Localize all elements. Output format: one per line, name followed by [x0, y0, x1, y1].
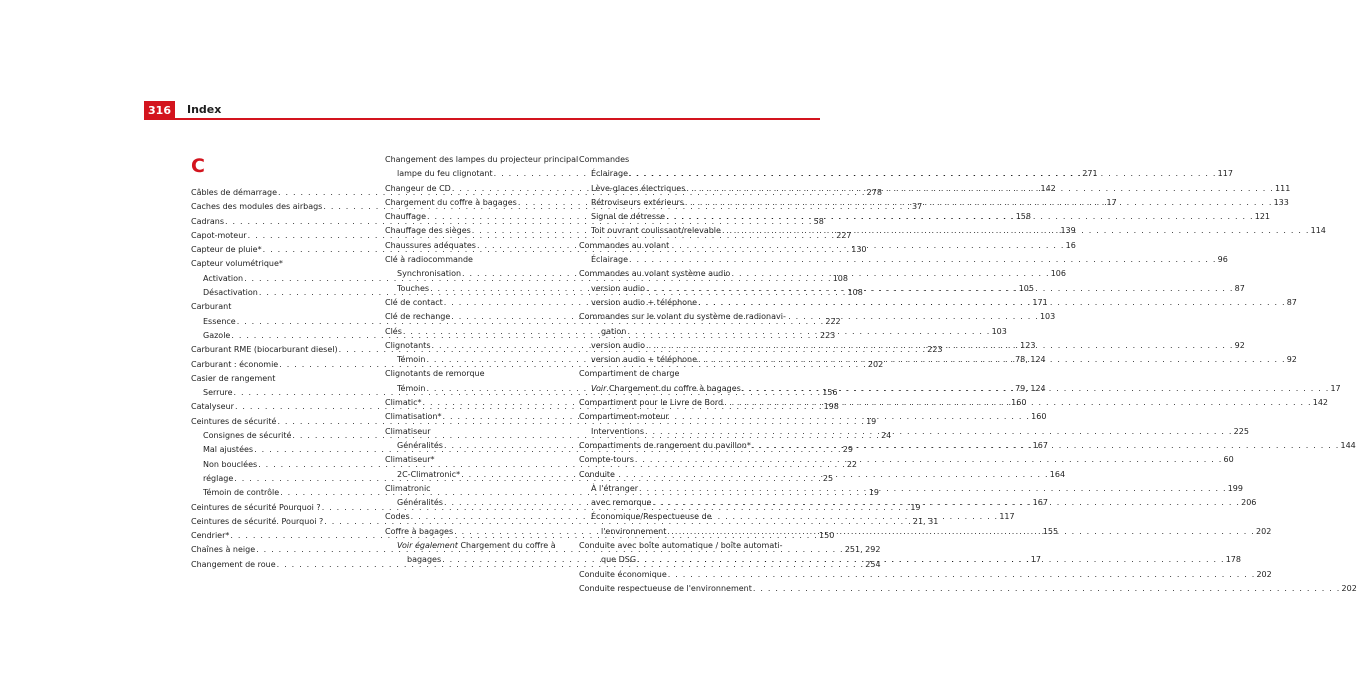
index-entry-text: Activation [203, 273, 244, 283]
dot-leader [721, 224, 1311, 238]
index-entry-text: lampe du feu clignotant [397, 169, 493, 179]
header-rule [175, 118, 820, 120]
page-reference: 108 [832, 273, 848, 283]
index-entry-term [591, 167, 628, 181]
index-entry-term [591, 425, 644, 439]
index-heading [385, 153, 579, 167]
index-entry-term [385, 325, 402, 339]
index-entry-text: Rétroviseurs extérieurs [591, 197, 684, 207]
index-heading [579, 267, 766, 281]
index-entry-text: Clignotants [385, 340, 431, 350]
dot-leader [665, 210, 1255, 224]
index-entry-term [385, 196, 517, 210]
index-entry-term [191, 243, 262, 257]
index-entry-term [397, 382, 425, 396]
index-entry-term [191, 186, 277, 200]
page-reference: 78, 124 [1015, 355, 1046, 365]
page-reference: 223 [927, 345, 943, 355]
page-reference: 17 [1030, 555, 1041, 565]
index-entry-term [385, 296, 443, 310]
page-reference: 117 [1217, 169, 1233, 179]
index-entry-text: Ceintures de sécurité [191, 416, 277, 426]
page-reference: 121 [1254, 212, 1271, 222]
index-entry-term [203, 386, 233, 400]
see-also-label: Voir [591, 383, 607, 393]
index-entry-text: Capteur de pluie* [191, 245, 262, 255]
index-entry-text: Signal de détresse [591, 212, 666, 222]
index-entry-term [191, 229, 247, 243]
index-entry-term [591, 353, 697, 367]
page-reference: 155 [1042, 526, 1059, 536]
index-entry-text: Ceintures de sécurité Pourquoi ? [191, 502, 321, 512]
index-entry-text: Touches [397, 283, 430, 293]
index-entry-text: Généralités [397, 440, 443, 450]
dot-leader [741, 382, 1331, 396]
index-heading [579, 239, 766, 253]
index-heading-text: Changement des lampes du projecteur principal [385, 155, 579, 164]
index-heading-text: Conduite [579, 469, 615, 479]
page-reference: 108 [847, 288, 863, 298]
index-entry-term [191, 343, 338, 357]
dot-leader [751, 439, 1341, 453]
index-entry-term [591, 382, 741, 396]
page-reference: 227 [836, 230, 852, 240]
index-entry-text: Compartiment pour le Livre de Bord [579, 398, 724, 408]
index-heading-text: Commandes au volant système audio [579, 269, 731, 279]
index-entry-text: Synchronisation [397, 269, 462, 279]
index-entry-text: Catalyseur [191, 402, 234, 412]
index-entry-term [203, 472, 233, 486]
index-entry-text: Coffre à bagages [385, 526, 454, 536]
index-entry-text: Témoin [397, 355, 426, 365]
page-reference: 111 [1275, 183, 1291, 193]
index-heading-text: Chargement du coffre à [457, 541, 556, 551]
page-reference: 17 [1330, 383, 1341, 393]
index-entry-term [191, 415, 276, 429]
dot-leader [628, 167, 1218, 181]
page-reference: 24 [881, 431, 892, 441]
index-heading [579, 410, 766, 424]
index-entry-term [591, 182, 685, 196]
index-entry-term [591, 253, 628, 267]
page-reference: 160 [1011, 398, 1027, 408]
page-reference: 25 [822, 473, 834, 483]
index-entry-text: Désactivation [203, 288, 258, 298]
page-reference: 16 [1065, 240, 1076, 250]
page-reference: 225 [1233, 426, 1249, 436]
index-entry-text: version audio [591, 283, 646, 293]
page-reference: 164 [1049, 469, 1066, 479]
dot-leader [752, 582, 1342, 596]
dot-leader [697, 296, 1287, 310]
page-reference: 158 [1015, 212, 1031, 222]
page-reference: 19 [868, 488, 880, 498]
index-entry-text: 2C-Climatronic* [397, 469, 461, 479]
page-reference: 144 [1340, 440, 1356, 450]
page-reference: 87 [1234, 283, 1245, 293]
index-entry-text: Chargement du coffre à bagages [385, 197, 517, 207]
page-reference: 133 [1273, 197, 1289, 207]
page-title: Index [187, 103, 222, 116]
index-entry-text: Climatic* [385, 398, 422, 408]
index-heading [579, 367, 766, 381]
index-entry-term [191, 200, 322, 214]
page-reference: 21, 31 [912, 516, 939, 526]
page-reference: 92 [1234, 340, 1245, 350]
page-reference: 223 [820, 330, 836, 340]
index-entry-text: Changeur de CD [385, 183, 451, 193]
index-entry-text: Témoin [397, 383, 426, 393]
index-entry-text: Cendrier* [191, 531, 230, 541]
index-entry-text: Gazole [203, 330, 231, 340]
index-entry-term [407, 553, 441, 567]
page-reference: 92 [1286, 355, 1297, 365]
section-letter: C [191, 155, 205, 177]
index-heading-text: Conduite avec boîte automatique / boîte automati- [579, 541, 783, 551]
index-heading [579, 153, 766, 167]
index-entry-term [579, 568, 667, 582]
index-entry-text: Généralités [397, 498, 443, 508]
index-entry-term [397, 439, 443, 453]
index-entry-term [579, 453, 634, 467]
index-entry-text: version audio + téléphone [591, 355, 698, 365]
index-heading [385, 539, 572, 553]
index-entry-text: Éclairage [591, 169, 628, 179]
index-entry-text: Câbles de démarrage [191, 188, 277, 197]
dot-leader [645, 282, 1235, 296]
index-entry-text: Chaussures adéquates [385, 240, 476, 250]
index-entry-term [591, 224, 721, 238]
index-heading-text: Compartiment de charge [579, 369, 680, 379]
page-reference: 251, 292 [844, 545, 881, 555]
index-entry-term [385, 239, 476, 253]
index-entry [579, 582, 1357, 596]
index-entry-text: Chauffage [385, 212, 427, 222]
index-entry-text: Codes [385, 512, 410, 522]
index-entry-term [191, 400, 234, 414]
index-entry-text: Ceintures de sécurité. Pourquoi ? [191, 516, 324, 526]
index-entry-term [591, 196, 684, 210]
index-entry-text: Consignes de sécurité [203, 431, 292, 441]
index-entry-term [385, 410, 441, 424]
page-reference: 199 [1227, 483, 1243, 493]
index-heading [579, 468, 766, 482]
index-heading [385, 453, 572, 467]
index-entry-text: Éclairage [591, 255, 628, 265]
dot-leader [651, 496, 1241, 510]
index-entry-term [191, 558, 276, 572]
index-entry-text: réglage [203, 473, 234, 483]
index-heading-text: Clé à radiocommande [385, 255, 473, 265]
index-entry-text: version audio [591, 340, 646, 350]
index-heading-text: Commandes [579, 155, 630, 164]
page-reference: 29 [842, 445, 853, 455]
index-heading-text: Carburant [191, 302, 232, 312]
index-entry-term [397, 353, 425, 367]
dot-leader [636, 553, 1226, 567]
see-also-label: Voir également [397, 541, 458, 551]
index-entry-text: Compartiments de rangement du pavillon* [579, 440, 751, 450]
page-reference: 171 [1032, 297, 1048, 307]
index-heading [385, 253, 572, 267]
index-entry-text: Changement de roue [191, 559, 276, 569]
index-entry-term [191, 501, 321, 515]
index-entry-text: Climatisation* [385, 412, 442, 422]
page-reference: 139 [1060, 226, 1076, 236]
page-reference: 160 [1031, 412, 1047, 422]
index-entry [579, 482, 1243, 496]
index-entry-text: Carburant RME (biocarburant diesel) [191, 345, 338, 355]
page-reference: 58 [813, 216, 824, 226]
dot-leader [667, 568, 1257, 582]
dot-leader [723, 396, 1313, 410]
dot-leader [628, 253, 1218, 267]
dot-leader [644, 425, 1234, 439]
index-entry-text: que DSG [601, 555, 637, 565]
dot-leader [634, 453, 1224, 467]
index-entry-text: Chargement du coffre à bagages [606, 383, 741, 393]
index-entry-text: À l'étranger [591, 483, 639, 493]
page-reference: 123 [1020, 340, 1036, 350]
page-reference: 17 [1106, 197, 1117, 207]
index-entry-text: Caches des modules des airbags [191, 202, 323, 212]
index-entry-term [397, 267, 461, 281]
index-entry-term [385, 224, 471, 238]
index-entry-term [591, 482, 638, 496]
page-reference: 105 [1018, 283, 1034, 293]
page-reference: 79, 124 [1015, 383, 1046, 393]
index-heading-text: Capteur volumétrique* [191, 259, 283, 269]
page-reference: 103 [991, 326, 1007, 336]
page-reference: 167 [1032, 498, 1048, 508]
index-entry-term [385, 396, 421, 410]
index-entry-text: Capot-moteur [191, 230, 247, 240]
index-entry-term [601, 553, 636, 567]
index-entry-text: Mal ajustées [203, 445, 254, 455]
page-reference: 278 [866, 188, 882, 197]
index-heading-text: Compartiment-moteur [579, 412, 669, 422]
index-entry-term [203, 286, 258, 300]
page-reference: 142 [1312, 398, 1329, 408]
index-heading-text: Climatiseur [385, 426, 431, 436]
dot-leader [666, 525, 1256, 539]
index-entry-text: bagages [407, 555, 442, 565]
index-entry-term [203, 443, 253, 457]
index-entry-text: Clés [385, 326, 402, 336]
index-entry-term [385, 510, 410, 524]
page-reference: 156 [822, 388, 838, 398]
index-entry-text: avec remorque [591, 498, 652, 508]
index-entry-term [397, 167, 493, 181]
index-entry-text: Conduite respectueuse de l'environnement [579, 583, 752, 593]
index-entry [579, 253, 1228, 267]
index-entry-text: Serrure [203, 388, 233, 398]
page-reference: 37 [912, 202, 923, 212]
page-reference: 87 [1286, 297, 1297, 307]
index-heading-text: gation [601, 326, 627, 336]
dot-leader [697, 353, 1287, 367]
dot-leader [684, 196, 1274, 210]
page-reference: 254 [865, 559, 881, 569]
index-heading-text: Économique/Respectueuse de [591, 512, 712, 522]
index-entry-term [191, 543, 255, 557]
page-reference: 271 [1082, 169, 1098, 179]
index-entry-term [591, 339, 645, 353]
page-reference: 114 [1310, 226, 1326, 236]
index-entry-term [203, 486, 279, 500]
index-heading-text: Climatiseur* [385, 455, 435, 465]
index-entry-term [397, 496, 443, 510]
page-reference: 106 [1050, 269, 1066, 279]
page-reference: 167 [1032, 440, 1048, 450]
index-entry-text: Clé de rechange [385, 312, 451, 322]
index-entry-term [203, 429, 291, 443]
index-entry-term [385, 525, 453, 539]
index-entry-text: Essence [203, 316, 236, 326]
page-reference: 198 [823, 402, 839, 412]
index-entry-term [203, 329, 230, 343]
index-entry-text: Conduite économique [579, 569, 667, 579]
index-heading [191, 372, 377, 386]
index-entry-text: Toit ouvrant coulissant/relevable [591, 226, 721, 236]
page-reference: 22 [846, 459, 858, 469]
index-entry-text: Non bouclées [203, 459, 258, 469]
index-entry-text: Chauffage des sièges [385, 226, 471, 236]
index-entry-term [591, 296, 697, 310]
index-heading [579, 310, 786, 324]
index-entry-text: version audio + téléphone [591, 297, 698, 307]
page-reference: 130 [851, 245, 867, 255]
page-reference: 96 [1217, 255, 1228, 265]
index-heading [385, 425, 572, 439]
index-entry-text: Lève-glaces électriques [591, 183, 686, 193]
dot-leader [638, 482, 1228, 496]
index-entry-text: Interventions [591, 426, 644, 436]
index-entry-term [203, 458, 257, 472]
index-entry [579, 568, 1272, 582]
page-reference: 19 [910, 502, 921, 512]
index-entry-term [385, 182, 451, 196]
index-entry-text: Témoin de contrôle [203, 488, 280, 498]
page-reference: 202 [1256, 526, 1272, 536]
index-heading-text: Casier de rangement [191, 373, 276, 383]
index-heading [579, 510, 766, 524]
page-number: 316 [144, 101, 175, 120]
page-reference: 150 [819, 531, 835, 541]
page-reference: 142 [1040, 183, 1056, 193]
page-reference: 178 [1225, 555, 1241, 565]
index-entry-term [191, 358, 278, 372]
index-entry-text: Clé de contact [385, 297, 443, 307]
index-heading-text: Commandes au volant [579, 240, 670, 250]
index-entry-term [385, 339, 431, 353]
index-entry-term [385, 310, 450, 324]
index-entry-term [591, 210, 665, 224]
index-entry-text: l'environnement [601, 526, 667, 536]
index-entry-term [203, 272, 243, 286]
index-heading [191, 257, 377, 271]
index-entry-text: Chaînes à neige [191, 545, 256, 555]
index-entry-text: Carburant : économie [191, 359, 279, 369]
page-reference: 103 [1039, 312, 1056, 322]
page-reference: 117 [999, 512, 1015, 522]
dot-leader [645, 339, 1235, 353]
page-reference: 202 [867, 359, 884, 369]
index-entry-term [591, 282, 645, 296]
index-entry-text: Cadrans [191, 216, 224, 226]
index-heading-text: Commandes sur le volant du système de radionavi- [579, 312, 786, 322]
index-entry-term [579, 582, 752, 596]
index-entry-term [397, 468, 460, 482]
index-entry-term [191, 529, 229, 543]
page-reference: 60 [1223, 455, 1234, 465]
page-reference: 206 [1241, 498, 1257, 508]
page-reference: 19 [866, 416, 877, 426]
index-heading [579, 325, 766, 339]
index-heading [385, 482, 572, 496]
dot-leader [685, 182, 1275, 196]
page-reference: 202 [1256, 569, 1272, 579]
page-reference: 202 [1341, 583, 1357, 593]
index-entry-term [203, 315, 236, 329]
index-heading [385, 367, 572, 381]
index-heading-text: Climatronic [385, 483, 431, 493]
index-entry-text: Compte-tours [579, 455, 634, 465]
index-entry-term [591, 496, 651, 510]
page-reference: 222 [825, 316, 841, 326]
index-entry-term [385, 210, 426, 224]
index-heading [191, 300, 377, 314]
index-entry-term [601, 525, 666, 539]
index-entry-term [579, 396, 723, 410]
index-entry-term [397, 282, 429, 296]
index-heading [579, 539, 783, 553]
index-entry-term [191, 215, 224, 229]
index-heading-text: Clignotants de remorque [385, 369, 485, 379]
index-entry-term [191, 515, 323, 529]
index-entry-term [579, 439, 751, 453]
dot-leader [476, 239, 1066, 253]
